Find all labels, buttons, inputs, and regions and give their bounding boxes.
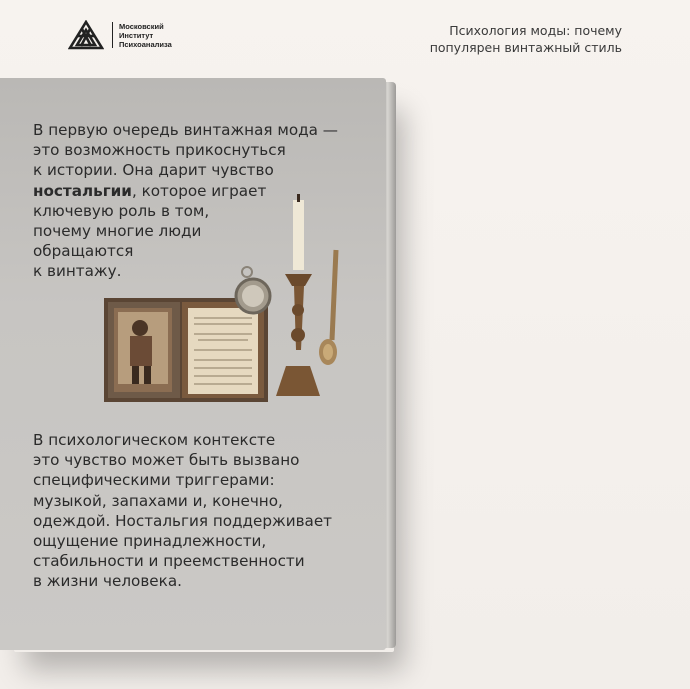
title-line-2: популярен винтажный стиль xyxy=(429,40,622,55)
logo-line-1: Московский xyxy=(119,21,164,31)
logo-divider xyxy=(112,22,113,48)
logo-line-2: Институт xyxy=(119,30,154,40)
vintage-spoon xyxy=(319,250,337,365)
logo-line-3: Психоанализа xyxy=(119,39,172,49)
intro-text-end: , которое играет ключевую роль в том, почему многие люди обращаются к винтажу. xyxy=(33,181,267,281)
photo-case xyxy=(104,298,268,402)
vintage-objects-illustration xyxy=(100,190,350,410)
candlestick xyxy=(276,194,320,396)
intro-text-start: В первую очередь винтажная мода — это возможность прикоснуться к истории. Она дарит чувство xyxy=(33,121,338,180)
context-paragraph: В психологическом контексте это чувство может быть вызвано специфическими триггерами: музыкой, запахами и, конечно, одеждой. Ностальгия поддерживает ощущение принадлежности, стабильности и преемственности в жизни человека. xyxy=(33,431,333,591)
triangle-knot-icon xyxy=(68,20,104,50)
pocket-watch xyxy=(236,267,270,313)
logo-text xyxy=(119,22,172,49)
page-title xyxy=(362,22,622,56)
nostalgia-emphasis: ностальгии xyxy=(33,181,132,200)
brand-logo xyxy=(68,20,172,50)
title-line-1: Психология моды: почему xyxy=(449,23,622,38)
